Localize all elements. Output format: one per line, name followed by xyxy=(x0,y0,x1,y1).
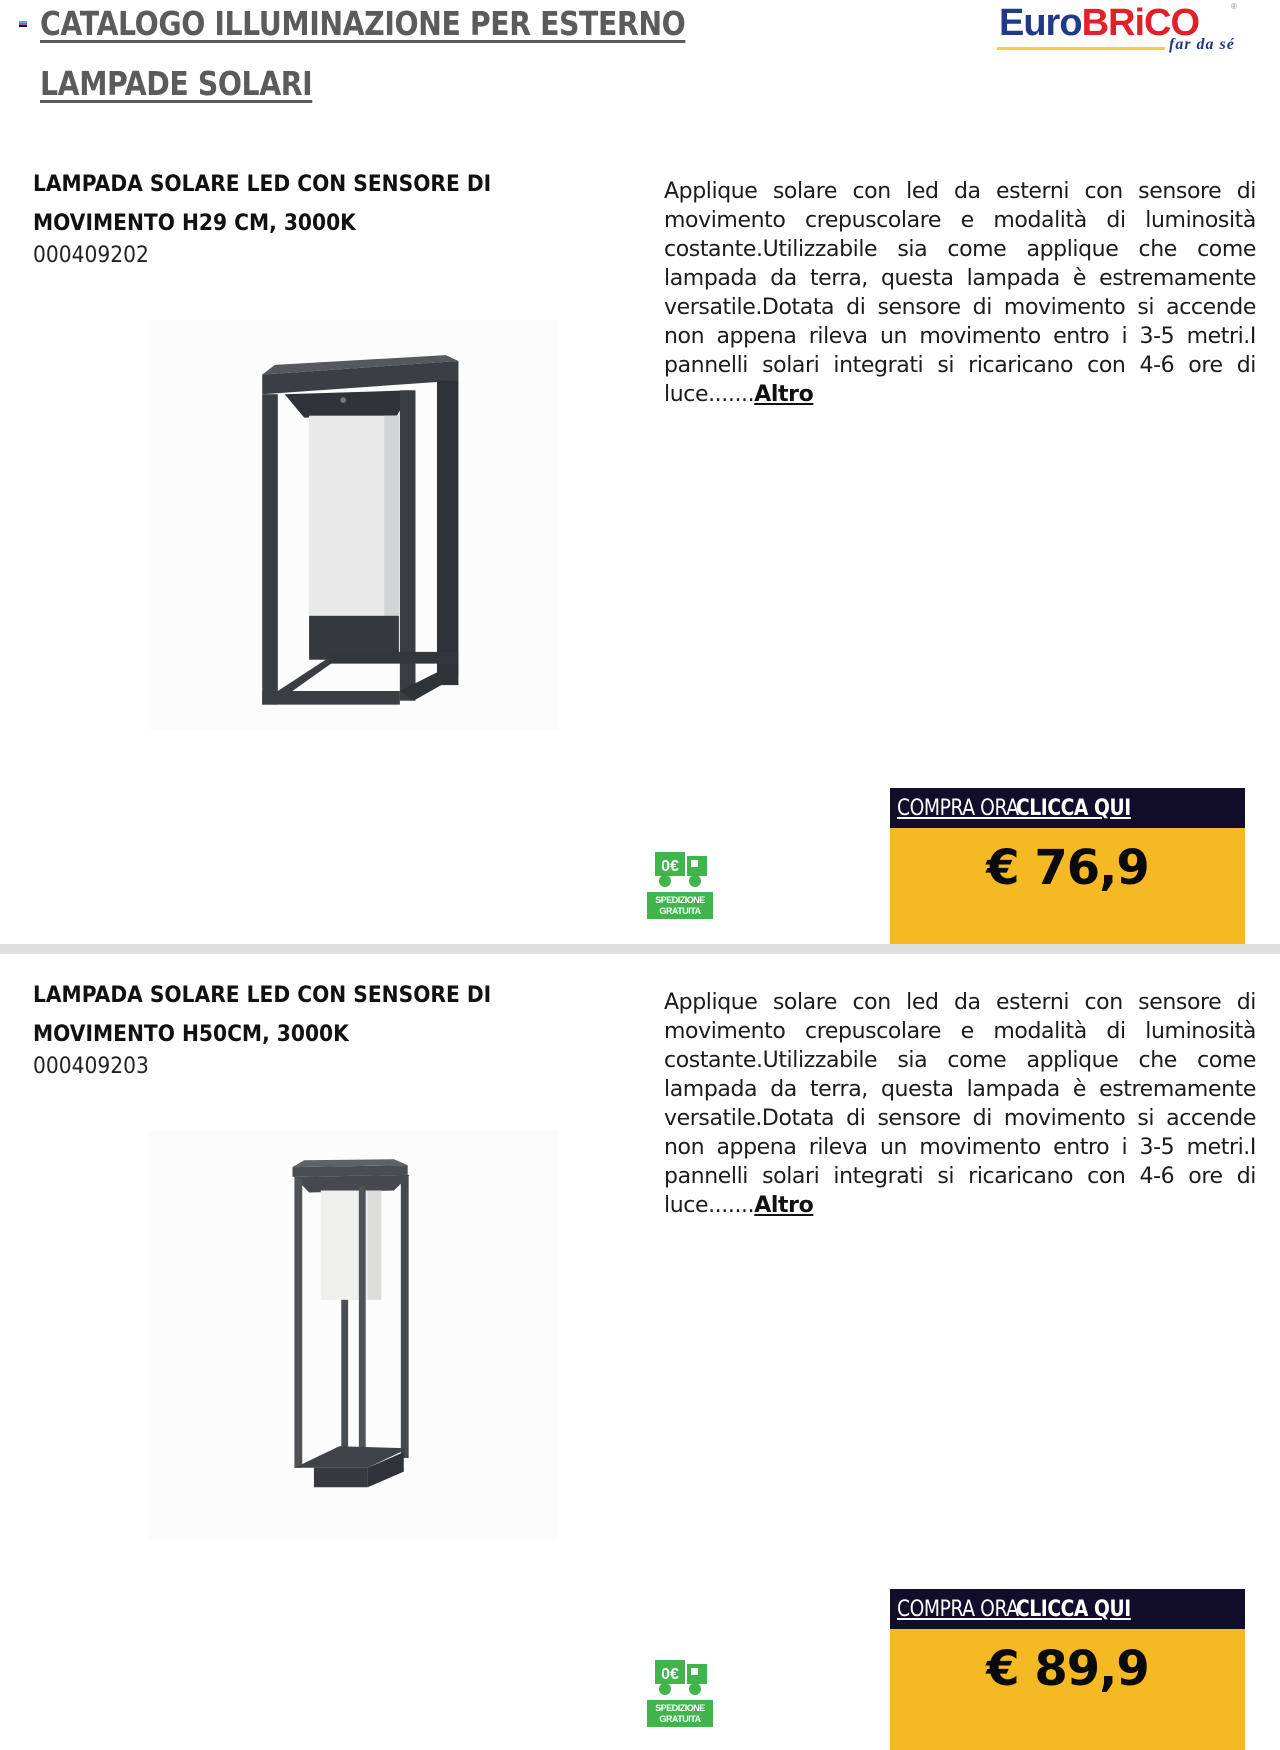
lamp-h29-icon xyxy=(148,320,558,730)
lamp-h50-image[interactable] xyxy=(148,1130,558,1540)
price-panel xyxy=(890,1629,1245,1750)
truck-icon xyxy=(655,852,711,888)
product-code: 000409202 xyxy=(33,243,149,268)
buy-box xyxy=(890,788,1245,949)
eurobrico-logo[interactable] xyxy=(995,2,1245,58)
category-title[interactable]: LAMPADE SOLARI xyxy=(40,64,313,103)
shipping-label xyxy=(647,892,713,919)
buy-now-label[interactable]: COMPRA ORA xyxy=(897,1597,1019,1622)
buy-now-link[interactable] xyxy=(890,788,1245,828)
truck-icon xyxy=(655,1660,711,1696)
click-here-link[interactable]: CLICCA QUI xyxy=(1016,796,1131,821)
description-text: Applique solare con led da esterni con sensore di movimento crepuscolare e modalità di luminosità costante.Utilizzabile sia come applique che come lampada da terra, questa lampada è estremamente versatile.Dotata di sensore di movimento si accende non appena rileva un movimento entro i 3-5 metri.I pannelli solari integrati si ricaricano con 4-6 ore di luce....... xyxy=(664,990,1256,1218)
shipping-label-line2: GRATUITA xyxy=(659,1714,701,1724)
logo-brico: BRiCO xyxy=(1081,2,1200,44)
logo-euro: Euro xyxy=(999,2,1082,44)
buy-now-link[interactable] xyxy=(890,1589,1245,1629)
free-shipping-badge xyxy=(647,852,715,922)
logo-underline xyxy=(997,47,1165,50)
click-here-link[interactable]: CLICCA QUI xyxy=(1016,1597,1131,1622)
shipping-label-line2: GRATUITA xyxy=(659,906,701,916)
free-shipping-badge xyxy=(647,1660,715,1730)
registered-mark: ® xyxy=(1231,2,1237,11)
shipping-label xyxy=(647,1700,713,1727)
shipping-label-line1: SPEDIZIONE xyxy=(655,1703,705,1713)
more-link[interactable]: Altro xyxy=(754,382,814,407)
more-link[interactable]: Altro xyxy=(754,1193,814,1218)
product-name: LAMPADA SOLARE LED CON SENSORE DI MOVIMENTO H50CM, 3000K xyxy=(33,983,492,1047)
price: € 89,9 xyxy=(986,1641,1149,1697)
price: € 76,9 xyxy=(986,840,1149,896)
product-name: LAMPADA SOLARE LED CON SENSORE DI MOVIMENTO H29 CM, 3000K xyxy=(33,172,492,236)
catalog-title[interactable]: CATALOGO ILLUMINAZIONE PER ESTERNO xyxy=(40,4,686,43)
color-marker-icon xyxy=(19,21,27,27)
lamp-h29-image[interactable] xyxy=(148,320,558,730)
description-text: Applique solare con led da esterni con sensore di movimento crepuscolare e modalità di luminosità costante.Utilizzabile sia come applique che come lampada da terra, questa lampada è estremamente versatile.Dotata di sensore di movimento si accende non appena rileva un movimento entro i 3-5 metri.I pannelli solari integrati si ricaricano con 4-6 ore di luce....... xyxy=(664,179,1256,407)
product-divider xyxy=(0,944,1280,954)
shipping-label-line1: SPEDIZIONE xyxy=(655,895,705,905)
product-description xyxy=(664,988,1256,1220)
shipping-amount: 0€ xyxy=(661,1666,679,1683)
product-code: 000409203 xyxy=(33,1054,149,1079)
product-description xyxy=(664,177,1256,409)
shipping-amount: 0€ xyxy=(661,858,679,875)
buy-now-label[interactable]: COMPRA ORA xyxy=(897,796,1019,821)
buy-box xyxy=(890,1589,1245,1750)
price-panel xyxy=(890,828,1245,949)
logo-tagline: far da sé xyxy=(1169,36,1235,53)
lamp-h50-icon xyxy=(148,1130,558,1540)
